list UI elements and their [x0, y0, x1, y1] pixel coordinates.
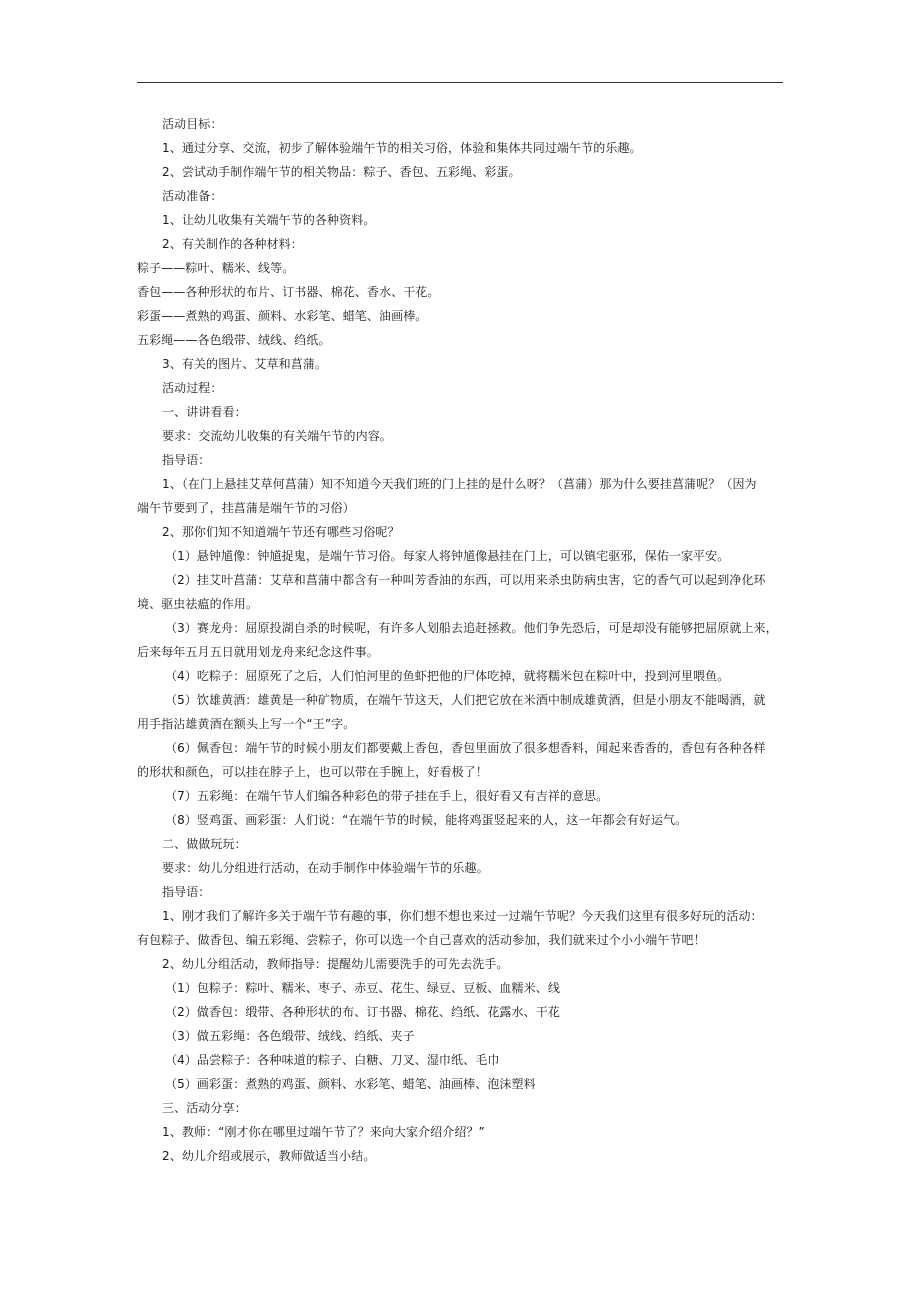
paragraph: （1）包粽子：粽叶、糯米、枣子、赤豆、花生、绿豆、豆板、血糯米、线: [165, 981, 560, 995]
paragraph: （2）做香包：缎带、各种形状的布、订书器、棉花、绉纸、花露水、干花: [165, 1005, 560, 1019]
paragraph: 彩蛋——煮熟的鸡蛋、颜料、水彩笔、蜡笔、油画棒。: [137, 309, 428, 323]
paragraph-continuation: 端午节要到了，挂菖蒲是端午节的习俗）: [137, 501, 355, 515]
paragraph-line: 1、刚才我们了解许多关于端午节有趣的事，你们想不想也来过一过端午节呢？今天我们这里有很多好玩的活动：: [162, 909, 763, 923]
paragraph: 1、让幼儿收集有关端午节的各种资料。: [162, 213, 376, 227]
paragraph: [137, 472, 783, 520]
paragraph: 活动过程：: [162, 381, 223, 395]
paragraph-line: （6）佩香包：端午节的时候小朋友们都要戴上香包，香包里面放了很多想香料，闻起来香香的，香包有各种各样: [165, 741, 766, 755]
paragraph: （4）吃粽子：屈原死了之后，人们怕河里的鱼虾把他的尸体吃掉，就将糯米包在粽叶中，投到河里喂鱼。: [165, 669, 730, 683]
paragraph: [137, 688, 783, 736]
paragraph: （7）五彩绳：在端午节人们编各种彩色的带子挂在手上，很好看又有吉祥的意思。: [165, 789, 609, 803]
paragraph: 要求：交流幼儿收集的有关端午节的内容。: [162, 429, 392, 443]
paragraph: 指导语：: [162, 885, 211, 899]
paragraph: [137, 904, 783, 952]
paragraph: （3）做五彩绳：各色缎带、绒线、绉纸、夹子: [165, 1029, 415, 1043]
paragraph: 要求：幼儿分组进行活动，在动手制作中体验端午节的乐趣。: [162, 861, 489, 875]
paragraph-line: （3）赛龙舟：屈原投湖自杀的时候呢，有许多人划船去追赶拯救。他们争先恐后，可是却没有能够把屈原就上来，: [165, 621, 778, 635]
paragraph: （1）悬钟馗像：钟馗捉鬼，是端午节习俗。每家人将钟馗像悬挂在门上，可以镇宅驱邪，保佑一家平安。: [165, 549, 730, 563]
paragraph: 2、幼儿分组活动，教师指导：提醒幼儿需要洗手的可先去洗手。: [162, 957, 509, 971]
paragraph-continuation: 有包粽子、做香包、编五彩绳、尝粽子，你可以选一个自己喜欢的活动参加，我们就来过个小小端午节吧！: [137, 933, 706, 947]
paragraph: 活动目标：: [162, 117, 223, 131]
paragraph: 活动准备：: [162, 189, 223, 203]
paragraph-continuation: 用手指沾雄黄酒在额头上写一个“王”字。: [137, 717, 356, 731]
paragraph: [137, 568, 783, 616]
paragraph-continuation: 境、驱虫祛瘟的作用。: [137, 597, 259, 611]
paragraph: 2、尝试动手制作端午节的相关物品：粽子、香包、五彩绳、彩蛋。: [162, 165, 521, 179]
paragraph-line: （5）饮雄黄酒：雄黄是一种矿物质，在端午节这天，人们把它放在米酒中制成雄黄酒，但是小朋友不能喝酒，就: [165, 693, 766, 707]
paragraph: 2、那你们知不知道端午节还有哪些习俗呢？: [162, 525, 400, 539]
paragraph: （5）画彩蛋：煮熟的鸡蛋、颜料、水彩笔、蜡笔、油画棒、泡沫塑料: [165, 1077, 536, 1091]
paragraph: 一、讲讲看看：: [162, 405, 247, 419]
paragraph: 1、教师：“刚才你在哪里过端午节了？来向大家介绍介绍？”: [162, 1125, 485, 1139]
paragraph: 2、幼儿介绍或展示，教师做适当小结。: [162, 1149, 376, 1163]
header-rule: [137, 82, 783, 83]
paragraph: （8）竖鸡蛋、画彩蛋：人们说：“在端午节的时候，能将鸡蛋竖起来的人，这一年都会有好运气。: [165, 813, 688, 827]
document-body: [137, 112, 783, 1168]
paragraph: 三、活动分享：: [162, 1101, 247, 1115]
paragraph: 二、做做玩玩：: [162, 837, 247, 851]
paragraph-line: （2）挂艾叶菖蒲：艾草和菖蒲中都含有一种叫芳香油的东西，可以用来杀虫防病虫害，它的香气可以起到净化环: [165, 573, 766, 587]
paragraph-line: 1、（在门上悬挂艾草何菖蒲）知不知道今天我们班的门上挂的是什么呀？（菖蒲）那为什么要挂菖蒲呢？（因为: [162, 477, 757, 491]
paragraph-continuation: 后来每年五月五日就用划龙舟来纪念这件事。: [137, 645, 380, 659]
paragraph: [137, 616, 783, 664]
paragraph: 五彩绳——各色缎带、绒线、绉纸。: [137, 333, 331, 347]
paragraph: 3、有关的图片、艾草和菖蒲。: [162, 357, 328, 371]
paragraph: （4）品尝粽子：各种味道的粽子、白糖、刀叉、湿巾纸、毛巾: [165, 1053, 500, 1067]
paragraph: 2、有关制作的各种材料：: [162, 237, 303, 251]
paragraph: 指导语：: [162, 453, 211, 467]
paragraph: 香包——各种形状的布片、订书器、棉花、香水、干花。: [137, 285, 440, 299]
paragraph-continuation: 的形状和颜色，可以挂在脖子上，也可以带在手腕上，好看极了！: [137, 765, 488, 779]
paragraph: [137, 736, 783, 784]
paragraph: 1、通过分享、交流，初步了解体验端午节的相关习俗，体验和集体共同过端午节的乐趣。: [162, 141, 642, 155]
paragraph: 粽子——粽叶、糯米、线等。: [137, 261, 295, 275]
